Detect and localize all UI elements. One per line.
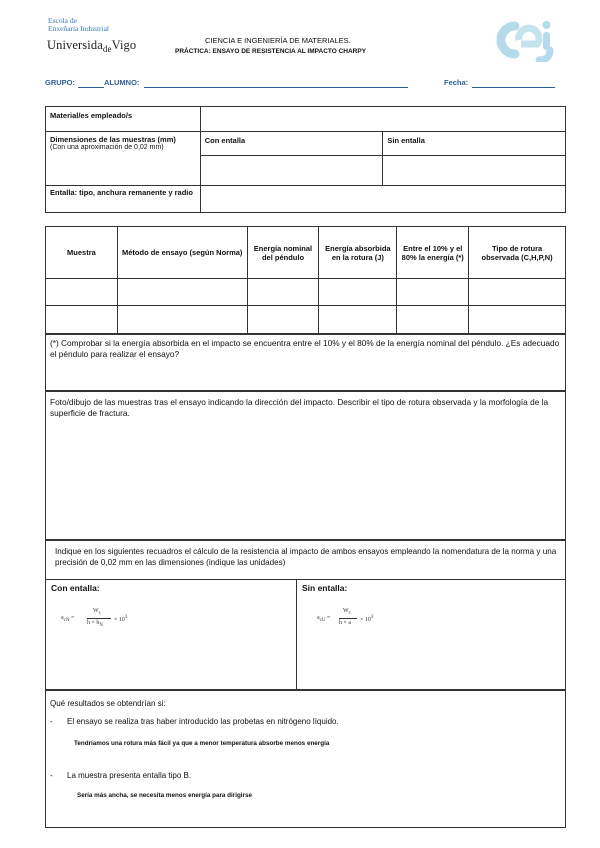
table-cell[interactable] <box>469 306 566 334</box>
cei-logo-icon <box>493 18 561 62</box>
grupo-field[interactable] <box>78 87 104 88</box>
table-cell[interactable] <box>247 279 319 306</box>
table-cell[interactable] <box>319 306 397 334</box>
questions-box <box>45 690 566 828</box>
grupo-label: GRUPO: <box>45 78 75 87</box>
question-2: La muestra presenta entalla tipo B. <box>67 771 192 780</box>
header-rango-energia: Entre el 10% y el 80% la energía (*) <box>397 227 469 279</box>
table-cell[interactable] <box>46 279 118 306</box>
questions-intro: Qué resultados se obtendrían si: <box>50 699 166 708</box>
alumno-field[interactable] <box>144 87 408 88</box>
table-cell[interactable] <box>247 306 319 334</box>
header-muestra: Muestra <box>46 227 118 279</box>
answer-2[interactable]: Sería más ancha, se necesita menos energía para dirigirse <box>77 792 253 799</box>
entalla-value[interactable] <box>200 186 565 213</box>
question-1: El ensayo se realiza tras haber introducido las probetas en nitrógeno líquido. <box>67 717 339 726</box>
answer-1[interactable]: Tendríamos una rotura más fácil ya que a menor temperatura absorbe menos energía <box>74 740 330 747</box>
header-tipo-rotura: Tipo de rotura observada (C,H,P,N) <box>469 227 566 279</box>
table-cell[interactable] <box>319 279 397 306</box>
bullet-dash: - <box>50 771 53 780</box>
calc-instructions: Indique en los siguientes recuadros el cálculo de la resistencia al impacto de ambos ensayos empleando la nomendatura de la norma y una precisión de 0,02 mm en las dimensiones (indique las unidades) <box>55 547 557 567</box>
table-row <box>46 306 566 334</box>
table-cell[interactable] <box>397 279 469 306</box>
entalla-label: Entalla: tipo, anchura remanente y radio <box>46 186 201 213</box>
alumno-label: ALUMNO: <box>104 78 140 87</box>
fecha-label: Fecha: <box>444 78 469 87</box>
con-entalla-header: Con entalla <box>200 132 383 156</box>
dimensiones-cell: Dimensiones de las muestras (mm) (Con una aproximación de 0,02 mm) <box>46 132 201 186</box>
photo-box[interactable] <box>45 391 566 540</box>
sin-entalla-label: Sin entalla: <box>302 583 348 593</box>
course-title: CIENCIA E INGENIERÍA DE MATERIALES. <box>205 36 351 45</box>
con-entalla-label: Con entalla: <box>51 583 100 593</box>
material-value[interactable] <box>200 107 565 132</box>
header-metodo: Método de ensayo (según Norma) <box>117 227 247 279</box>
header-energia-absorbida: Energía absorbida en la rotura (J) <box>319 227 397 279</box>
header-energia-nominal: Energía nominal del péndulo <box>247 227 319 279</box>
note-text: (*) Comprobar si la energía absorbida en el impacto se encuentra entre el 10% y el 80% de la energía nominal del péndulo. ¿Es adecuado el péndulo para realizar el ensayo? <box>50 338 560 359</box>
table-cell[interactable] <box>469 279 566 306</box>
table-row <box>46 279 566 306</box>
fecha-field[interactable] <box>472 87 555 88</box>
calc-section: Indique en los siguientes recuadros el cálculo de la resistencia al impacto de ambos ensayos empleando la nomendatura de la norma y una precisión de 0,02 mm en las dimensiones (indique las unidades) Con entalla: Sin entalla: $a_{cN}$ = $W_c$ $h \times b_N$ × $10^3$ $a_{cU}$ = $W_c$ h × a × $10^3$ <box>45 540 566 690</box>
sin-entalla-header: Sin entalla <box>383 132 566 156</box>
sin-entalla-value[interactable] <box>383 156 566 186</box>
photo-text: Foto/dibujo de las muestras tras el ensayo indicando la dirección del impacto. Describir el tipo de rotura observada y la morfología de la superficie de fractura. <box>50 397 549 418</box>
results-table <box>45 226 566 334</box>
university-logo: Universida$_{de}$Vigo <box>47 38 137 54</box>
bullet-dash: - <box>50 717 53 726</box>
school-logo-text: Escola de Enxeñaría Industrial <box>48 16 110 33</box>
practice-title: PRÁCTICA: ENSAYO DE RESISTENCIA AL IMPACTO CHARPY <box>175 48 367 55</box>
table-cell[interactable] <box>397 306 469 334</box>
con-entalla-value[interactable] <box>200 156 383 186</box>
table-cell[interactable] <box>117 306 247 334</box>
table-cell[interactable] <box>46 306 118 334</box>
material-label: Material/es empleado/s <box>46 107 201 132</box>
table-cell[interactable] <box>117 279 247 306</box>
specimen-table <box>45 106 566 213</box>
note-box[interactable] <box>45 334 566 391</box>
